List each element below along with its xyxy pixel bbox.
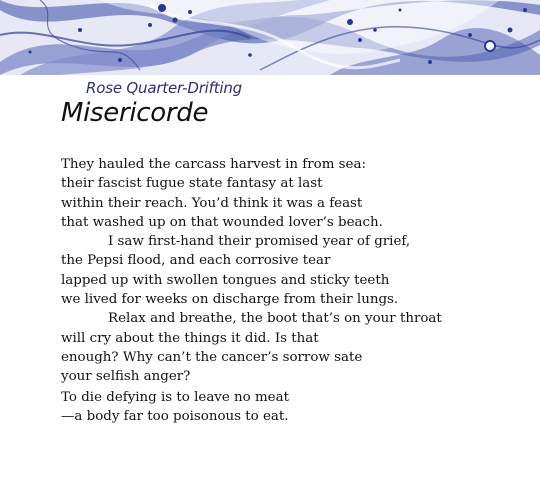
poem-line: They hauled the carcass harvest in from sea:	[61, 157, 366, 172]
poem-line: we lived for weeks on discharge from their lungs.	[61, 292, 399, 308]
stanza-1	[61, 155, 442, 387]
poem-line: enough? Why can’t the cancer’s sorrow sate	[61, 349, 363, 365]
poem-line: that washed up on that wounded lover’s beach.	[61, 214, 383, 230]
marbled-header-image	[0, 0, 540, 75]
poem-line: —a body far too poisonous to eat.	[61, 409, 289, 425]
poem-line: the Pepsi flood, and each corrosive tear	[61, 253, 331, 269]
poem-author: Rose Quarter-Drifting	[86, 79, 242, 97]
poem-line: Relax and breathe, the boot that’s on your throat	[108, 311, 442, 327]
poem-line: their fascist fugue state fantasy at last	[61, 176, 323, 192]
poem-line: lapped up with swollen tongues and sticky teeth	[61, 272, 390, 288]
stanza-2	[61, 388, 289, 427]
poem-line: To die defying is to leave no meat	[61, 390, 289, 405]
poem-line: will cry about the things it did. Is that	[61, 330, 319, 346]
poem-title: Misericorde	[61, 98, 209, 128]
poem-line: within their reach. You’d think it was a feast	[61, 195, 363, 211]
poem-line: I saw first-hand their promised year of grief,	[108, 234, 411, 250]
poem-line: your selfish anger?	[61, 369, 191, 385]
